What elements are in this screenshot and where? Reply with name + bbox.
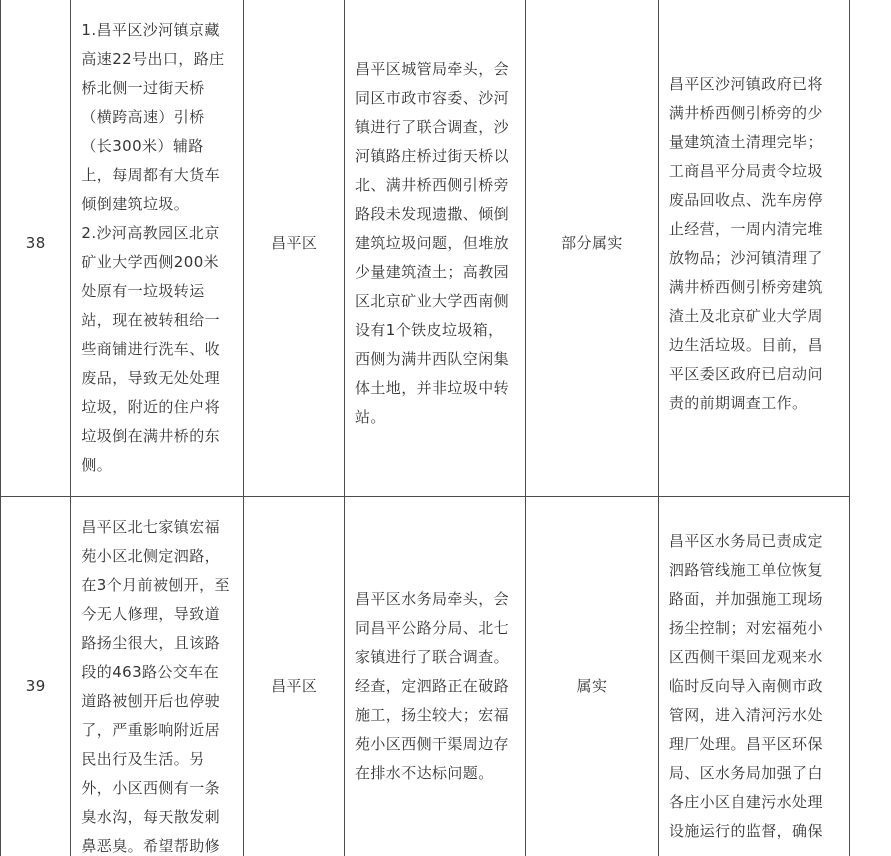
table-row [1, 0, 850, 497]
table-row [1, 497, 850, 856]
complaint-item: 2.沙河高教园区北京矿业大学西侧200米处原有一垃圾转运站，现在被转租给一些商铺进行洗车、收废品，导致无处处理垃圾，附近的住户将垃圾倒在满井桥的东侧。 [81, 223, 221, 474]
investigation-finding [345, 497, 526, 856]
investigation-text: 昌平区城管局牵头，会同区市政市容委、沙河镇进行了联合调查，沙河镇路庄桥过街天桥以北、满井桥西侧引桥旁路段未发现遗撒、倾倒建筑垃圾问题，但堆放少量建筑渣土；高教园区北京矿业大学西南侧设有1个铁皮垃圾箱，西侧为满井西队空闲集体土地，并非垃圾中转站。 [355, 60, 510, 426]
rectification-action [658, 0, 849, 497]
verification-result: 属实 [526, 497, 659, 856]
complaint-item: 1.昌平区沙河镇京藏高速22号出口，路庄桥北侧一过街天桥（横跨高速）引桥（长300米）辅路上，每周都有大货车倾倒建筑垃圾。 [81, 20, 225, 213]
complaint-item: 昌平区北七家镇宏福苑小区北侧定泗路，在3个月前被刨开，至今无人修理，导致道路扬尘很大，且该路段的463路公交车在道路被刨开后也停驶了，严重影响附近居民出行及生活。另外，小区西侧有一条臭水沟，每天散发刺鼻恶臭。希望帮助修 [81, 517, 230, 855]
district: 昌平区 [244, 0, 345, 497]
verification-result: 部分属实 [526, 0, 659, 497]
rectification-action [658, 497, 849, 856]
investigation-finding [345, 0, 526, 497]
action-text: 昌平区沙河镇政府已将满井桥西侧引桥旁的少量建筑渣土清理完毕；工商昌平分局责令垃圾废品回收点、洗车房停止经营，一周内清完堆放物品；沙河镇清理了满井桥西侧引桥旁建筑渣土及北京矿业大学周边生活垃圾。目前，昌平区委区政府已启动问责的前期调查工作。 [668, 74, 823, 412]
complaint-description [71, 0, 244, 497]
row-number: 38 [1, 0, 71, 497]
row-number: 39 [1, 497, 71, 856]
action-text: 昌平区水务局已责成定泗路管线施工单位恢复路面，并加强施工现场扬尘控制；对宏福苑小区西侧干渠回龙观来水临时反向导入南侧市政管网，进入清河污水处理厂处理。昌平区环保局、区水务局加强了白各庄小区自建污水处理设施运行的监督，确保 [668, 532, 823, 840]
district: 昌平区 [244, 497, 345, 856]
investigation-text: 昌平区水务局牵头，会同昌平公路分局、北七家镇进行了联合调查。经查，定泗路正在破路施工，扬尘较大；宏福苑小区西侧干渠周边存在排水不达标问题。 [355, 590, 510, 782]
complaint-description [71, 497, 244, 856]
